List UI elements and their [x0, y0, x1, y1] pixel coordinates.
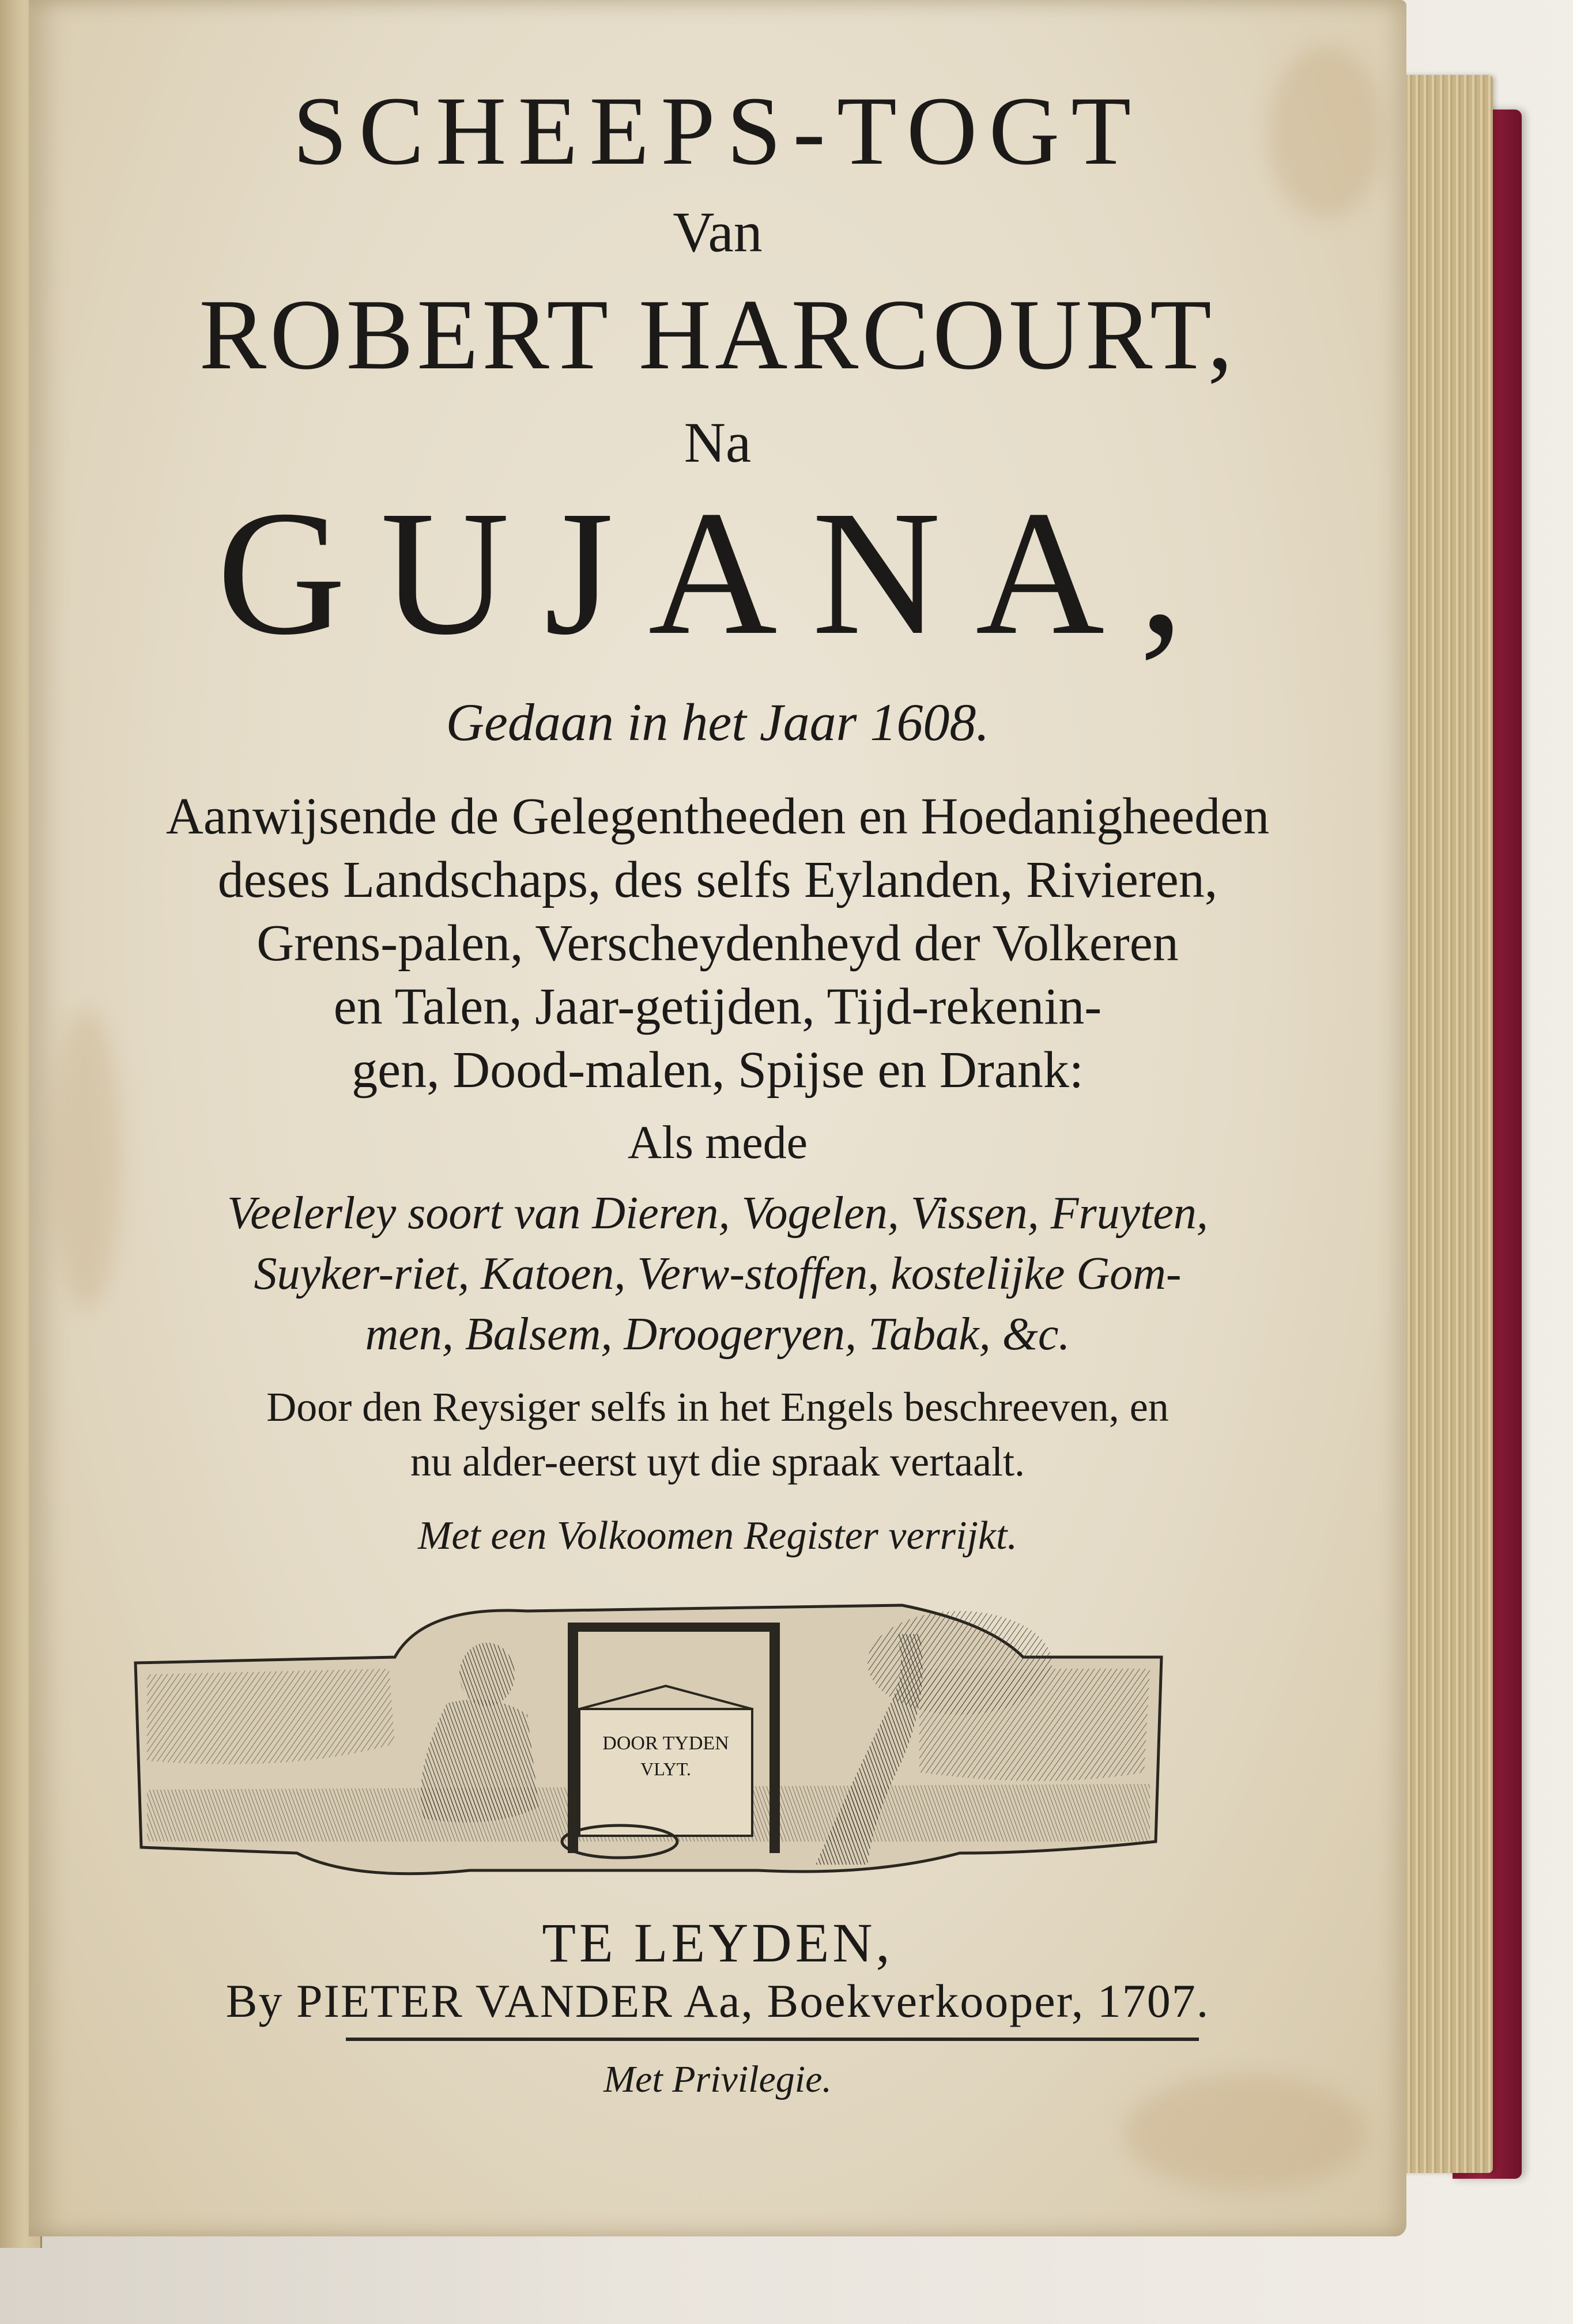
title-line-author: ROBERT HARCOURT,: [199, 278, 1236, 390]
title-line-date: Gedaan in het Jaar 1608.: [446, 693, 990, 752]
register-line: Met een Volkoomen Register verrijkt.: [418, 1514, 1017, 1558]
motto-line-1: DOOR TYDEN: [602, 1733, 729, 1754]
figure-head: [459, 1643, 515, 1706]
items-line-2: Suyker-riet, Katoen, Verw-stoffen, kostelijke Gom-: [254, 1248, 1182, 1299]
title-line-gujana: GUJANA,: [217, 474, 1219, 672]
imprint-publisher: By PIETER VANDER Aa, Boekverkooper, 1707.: [225, 1975, 1210, 2027]
motto-line-2: VLYT.: [640, 1759, 691, 1779]
translation-note-line-1: Door den Reysiger selfs in het Engels beschreeven, en: [266, 1384, 1169, 1430]
title-line-scheeps-togt: SCHEEPS-TOGT: [292, 77, 1143, 185]
items-line-3: men, Balsem, Droogeryen, Tabak, &c.: [365, 1309, 1070, 1360]
description-line-2: deses Landschaps, des selfs Eylanden, Rivieren,: [217, 851, 1218, 908]
title-line-van: Van: [673, 200, 763, 264]
imprint-rule: [346, 2038, 1199, 2041]
description-line-3: Grens-palen, Verscheydenheyd der Volkeren: [256, 915, 1179, 972]
als-mede: Als mede: [628, 1116, 808, 1168]
title-line-na: Na: [684, 410, 752, 474]
description-line-5: gen, Dood-malen, Spijse en Drank:: [352, 1042, 1084, 1099]
items-line-1: Veelerley soort van Dieren, Vogelen, Vissen, Fruyten,: [227, 1188, 1208, 1239]
imprint-place: TE LEYDEN,: [542, 1912, 893, 1974]
privilege-line: Met Privilegie.: [603, 2058, 832, 2100]
description-line-4: en Talen, Jaar-getijden, Tijd-rekenin-: [333, 978, 1102, 1035]
description-line-1: Aanwijsende de Gelegentheeden en Hoedanigheeden: [165, 788, 1270, 845]
translation-note-line-2: nu alder-eerst uyt die spraak vertaalt.: [410, 1439, 1025, 1485]
engraved-vignette: [124, 1599, 1173, 1888]
